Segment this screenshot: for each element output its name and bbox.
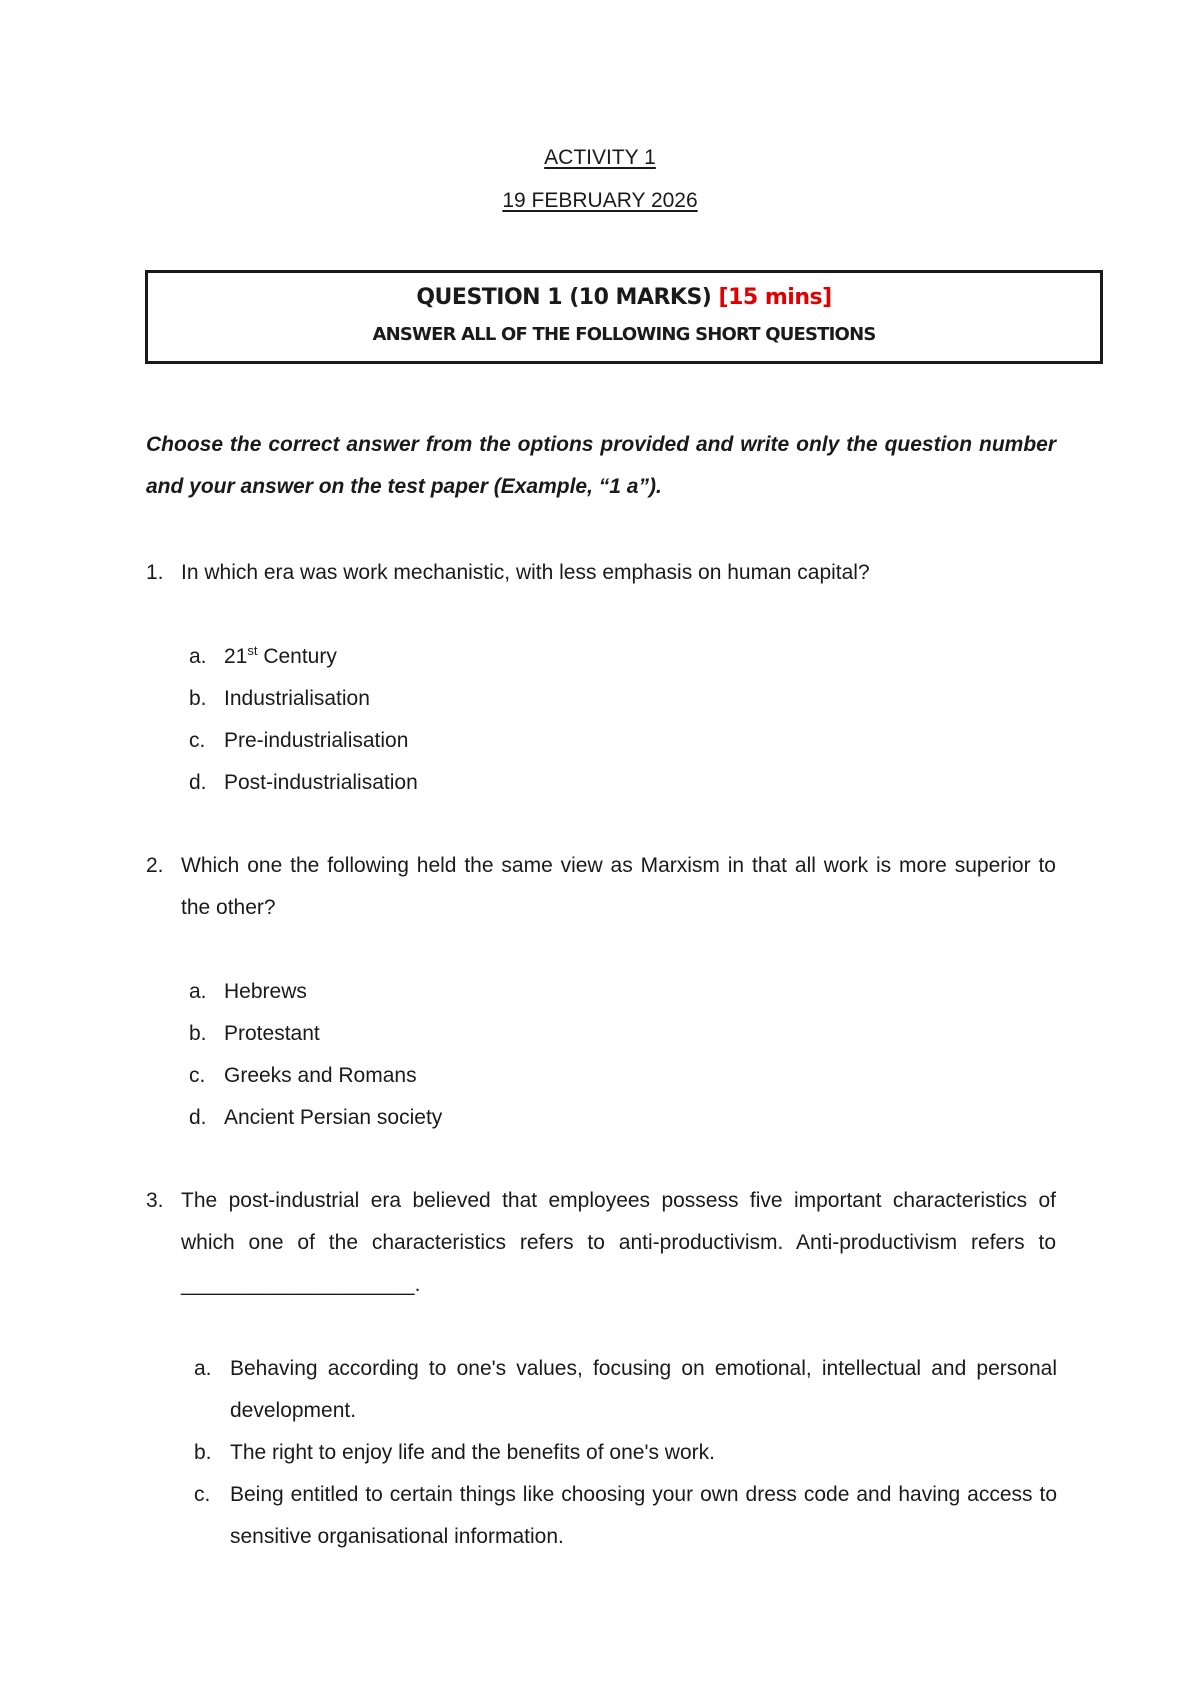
- question-number: 1.: [146, 561, 164, 584]
- option-text: Protestant: [224, 1022, 320, 1045]
- option-letter: b.: [189, 1022, 207, 1045]
- option-text: Being entitled to certain things like choosing your own dress code and having access to sensitive organisational information.: [230, 1483, 1057, 1548]
- option-text: Industrialisation: [224, 687, 370, 710]
- option-letter: d.: [189, 1106, 207, 1129]
- option-letter: a.: [189, 980, 207, 1003]
- option-text: Greeks and Romans: [224, 1064, 417, 1087]
- option-letter: a.: [194, 1357, 212, 1380]
- option-letter: d.: [189, 771, 207, 794]
- option-text-base: 21: [224, 645, 248, 668]
- question-text: In which era was work mechanistic, with less emphasis on human capital?: [181, 561, 870, 584]
- option-text: The right to enjoy life and the benefits of one's work.: [230, 1441, 715, 1464]
- option-letter: c.: [189, 1064, 206, 1087]
- option-text: Pre-industrialisation: [224, 729, 409, 752]
- option-letter: a.: [189, 645, 207, 668]
- question-subtitle: ANSWER ALL OF THE FOLLOWING SHORT QUESTIONS: [372, 324, 876, 345]
- option-letter: b.: [194, 1441, 212, 1464]
- option-text: Ancient Persian society: [224, 1106, 443, 1129]
- option-text-sup: st: [247, 643, 258, 658]
- question-number: 2.: [146, 854, 164, 877]
- option-text-rest: Century: [257, 645, 337, 668]
- question-text: Which one the following held the same view as Marxism in that all work is more superior to the other?: [181, 854, 1056, 919]
- question-header-box: [145, 270, 1103, 364]
- question-marks: QUESTION 1 (10 MARKS): [416, 285, 712, 310]
- instruction-text: Choose the correct answer from the options provided and write only the question number and your answer on the test paper (Example, “1 a”).: [146, 433, 1056, 498]
- question-text: The post-industrial era believed that employees possess five important characteristics of which one of the characteristics refers to anti-productivism. Anti-productivism refers to ____________________.: [181, 1189, 1056, 1296]
- question-time: [15 mins]: [718, 285, 832, 310]
- option-letter: c.: [194, 1483, 211, 1506]
- option-letter: b.: [189, 687, 207, 710]
- option-text: Behaving according to one's values, focusing on emotional, intellectual and personal development.: [230, 1357, 1057, 1422]
- option-text: Hebrews: [224, 980, 307, 1003]
- option-text: Post-industrialisation: [224, 771, 418, 794]
- date-heading: 19 FEBRUARY 2026: [502, 189, 698, 212]
- question-title: [148, 285, 1100, 310]
- option-letter: c.: [189, 729, 206, 752]
- option-text: [224, 636, 337, 678]
- activity-heading: ACTIVITY 1: [544, 146, 656, 169]
- question-number: 3.: [146, 1189, 164, 1212]
